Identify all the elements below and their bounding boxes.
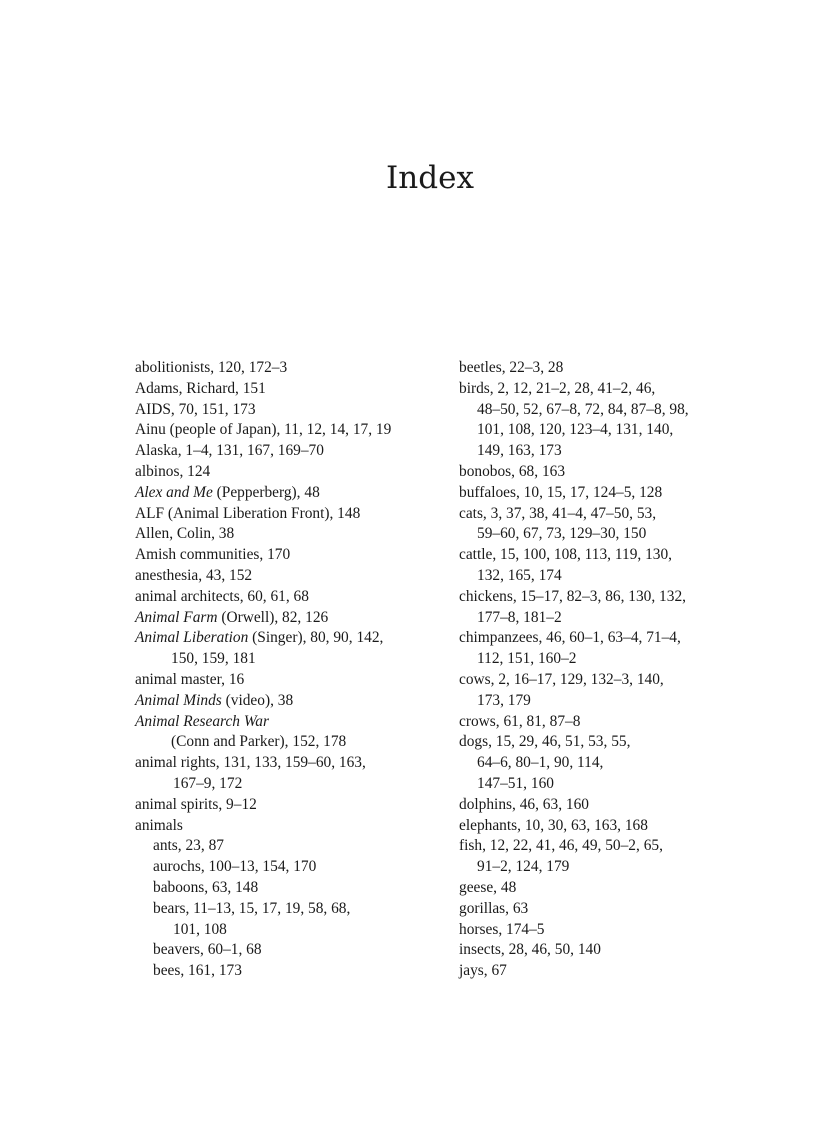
- entry-text: cattle, 15, 100, 108, 113, 119, 130,: [459, 546, 673, 564]
- index-entry: [459, 691, 779, 712]
- entry-text: (Pepperberg), 48: [212, 483, 320, 501]
- index-column-right: [459, 358, 779, 982]
- entry-text: Allen, Colin, 38: [135, 525, 235, 543]
- entry-text: animal rights, 131, 133, 159–60, 163,: [135, 754, 366, 772]
- entry-text: 64–6, 80–1, 90, 114,: [477, 754, 604, 772]
- index-entry: [135, 566, 455, 587]
- index-entry: [135, 670, 455, 691]
- entry-text: bears, 11–13, 15, 17, 19, 58, 68,: [153, 899, 351, 917]
- index-entry: [135, 961, 455, 982]
- index-entry: [459, 836, 779, 857]
- entry-text: geese, 48: [459, 878, 517, 896]
- index-entry: [459, 358, 779, 379]
- index-entry: [459, 940, 779, 961]
- index-column-left: [135, 358, 455, 982]
- index-entry: [459, 961, 779, 982]
- entry-text: ALF (Animal Liberation Front), 148: [135, 504, 361, 522]
- page-title: Index: [386, 160, 474, 196]
- index-entry: [135, 400, 455, 421]
- entry-text: buffaloes, 10, 15, 17, 124–5, 128: [459, 483, 663, 501]
- index-entry: [135, 628, 455, 649]
- index-entry: [459, 899, 779, 920]
- index-entry: [459, 670, 779, 691]
- entry-text: Amish communities, 170: [135, 546, 291, 564]
- index-entry: [135, 712, 455, 733]
- entry-text: jays, 67: [459, 962, 507, 980]
- entry-title-italic: Animal Minds: [135, 691, 222, 709]
- index-entry: [135, 524, 455, 545]
- entry-text: 147–51, 160: [477, 774, 554, 792]
- index-entry: [135, 816, 455, 837]
- entry-text: (Conn and Parker), 152, 178: [171, 733, 347, 751]
- entry-text: Adams, Richard, 151: [135, 379, 266, 397]
- index-entry: [459, 795, 779, 816]
- index-entry: [459, 462, 779, 483]
- index-entry: [459, 504, 779, 525]
- entry-text: birds, 2, 12, 21–2, 28, 41–2, 46,: [459, 379, 656, 397]
- entry-text: albinos, 124: [135, 462, 211, 480]
- index-entry: [135, 795, 455, 816]
- entry-text: (Orwell), 82, 126: [217, 608, 329, 626]
- index-entry: [135, 420, 455, 441]
- entry-text: Alaska, 1–4, 131, 167, 169–70: [135, 442, 324, 460]
- index-entry: [459, 628, 779, 649]
- index-entry: [459, 816, 779, 837]
- index-entry: [135, 940, 455, 961]
- entry-text: aurochs, 100–13, 154, 170: [153, 858, 317, 876]
- index-entry: [459, 441, 779, 462]
- entry-title-italic: Animal Farm: [135, 608, 218, 626]
- entry-text: 177–8, 181–2: [477, 608, 562, 626]
- index-entry: [459, 649, 779, 670]
- index-entry: [135, 732, 455, 753]
- entry-text: beetles, 22–3, 28: [459, 359, 564, 376]
- entry-text: cows, 2, 16–17, 129, 132–3, 140,: [459, 670, 664, 688]
- index-entry: [459, 379, 779, 400]
- entry-text: animal architects, 60, 61, 68: [135, 587, 309, 605]
- entry-text: 48–50, 52, 67–8, 72, 84, 87–8, 98,: [477, 400, 689, 418]
- entry-text: bonobos, 68, 163: [459, 462, 566, 480]
- entry-text: (Singer), 80, 90, 142,: [248, 629, 384, 647]
- index-entry: [135, 649, 455, 670]
- index-entry: [135, 608, 455, 629]
- entry-text: dogs, 15, 29, 46, 51, 53, 55,: [459, 733, 631, 751]
- index-entry: [135, 857, 455, 878]
- entry-text: insects, 28, 46, 50, 140: [459, 941, 601, 959]
- index-entry: [135, 691, 455, 712]
- index-entry: [135, 358, 455, 379]
- index-entry: [459, 712, 779, 733]
- index-entry: [459, 524, 779, 545]
- entry-text: chimpanzees, 46, 60–1, 63–4, 71–4,: [459, 629, 681, 647]
- entry-text: 101, 108: [173, 920, 227, 938]
- index-entry: [135, 587, 455, 608]
- index-entry: [135, 441, 455, 462]
- entry-text: animal spirits, 9–12: [135, 795, 257, 813]
- index-entry: [135, 462, 455, 483]
- entry-text: 101, 108, 120, 123–4, 131, 140,: [477, 421, 674, 439]
- index-entry: [459, 774, 779, 795]
- entry-text: 59–60, 67, 73, 129–30, 150: [477, 525, 647, 543]
- index-entry: [459, 545, 779, 566]
- index-entry: [135, 753, 455, 774]
- entry-text: (video), 38: [221, 691, 294, 709]
- index-entry: [459, 878, 779, 899]
- entry-title-italic: Animal Research War: [135, 712, 269, 730]
- entry-text: anesthesia, 43, 152: [135, 566, 253, 584]
- entry-text: fish, 12, 22, 41, 46, 49, 50–2, 65,: [459, 837, 663, 855]
- entry-text: 173, 179: [477, 691, 531, 709]
- index-entry: [135, 504, 455, 525]
- entry-text: AIDS, 70, 151, 173: [135, 400, 256, 418]
- entry-text: cats, 3, 37, 38, 41–4, 47–50, 53,: [459, 504, 657, 522]
- entry-text: horses, 174–5: [459, 920, 545, 938]
- entry-text: baboons, 63, 148: [153, 878, 259, 896]
- index-entry: [459, 753, 779, 774]
- entry-text: chickens, 15–17, 82–3, 86, 130, 132,: [459, 587, 686, 605]
- index-entry: [459, 920, 779, 941]
- entry-text: crows, 61, 81, 87–8: [459, 712, 581, 730]
- index-entry: [459, 587, 779, 608]
- index-entry: [135, 483, 455, 504]
- index-entry: [135, 920, 455, 941]
- index-entry: [459, 857, 779, 878]
- entry-text: animals: [135, 816, 183, 834]
- entry-text: elephants, 10, 30, 63, 163, 168: [459, 816, 648, 834]
- entry-text: 132, 165, 174: [477, 566, 562, 584]
- index-entry: [459, 420, 779, 441]
- index-entry: [459, 566, 779, 587]
- index-entry: [135, 545, 455, 566]
- entry-title-italic: Animal Liberation: [135, 629, 249, 647]
- entry-text: dolphins, 46, 63, 160: [459, 795, 589, 813]
- entry-text: gorillas, 63: [459, 899, 529, 917]
- entry-title-italic: Alex and Me: [135, 483, 213, 501]
- entry-text: 112, 151, 160–2: [477, 650, 577, 668]
- index-entry: [459, 608, 779, 629]
- entry-text: 150, 159, 181: [171, 650, 256, 668]
- entry-text: animal master, 16: [135, 670, 245, 688]
- index-entry: [135, 836, 455, 857]
- index-entry: [135, 379, 455, 400]
- entry-text: 167–9, 172: [173, 774, 243, 792]
- entry-text: Ainu (people of Japan), 11, 12, 14, 17, 19: [135, 421, 392, 439]
- entry-text: 91–2, 124, 179: [477, 858, 570, 876]
- index-entry: [459, 483, 779, 504]
- entry-text: ants, 23, 87: [153, 837, 224, 855]
- index-entry: [459, 732, 779, 753]
- entry-text: 149, 163, 173: [477, 442, 562, 460]
- index-entry: [135, 878, 455, 899]
- index-entry: [459, 400, 779, 421]
- index-entry: [135, 774, 455, 795]
- entry-text: abolitionists, 120, 172–3: [135, 359, 288, 376]
- entry-text: beavers, 60–1, 68: [153, 941, 262, 959]
- entry-text: bees, 161, 173: [153, 962, 242, 980]
- index-entry: [135, 899, 455, 920]
